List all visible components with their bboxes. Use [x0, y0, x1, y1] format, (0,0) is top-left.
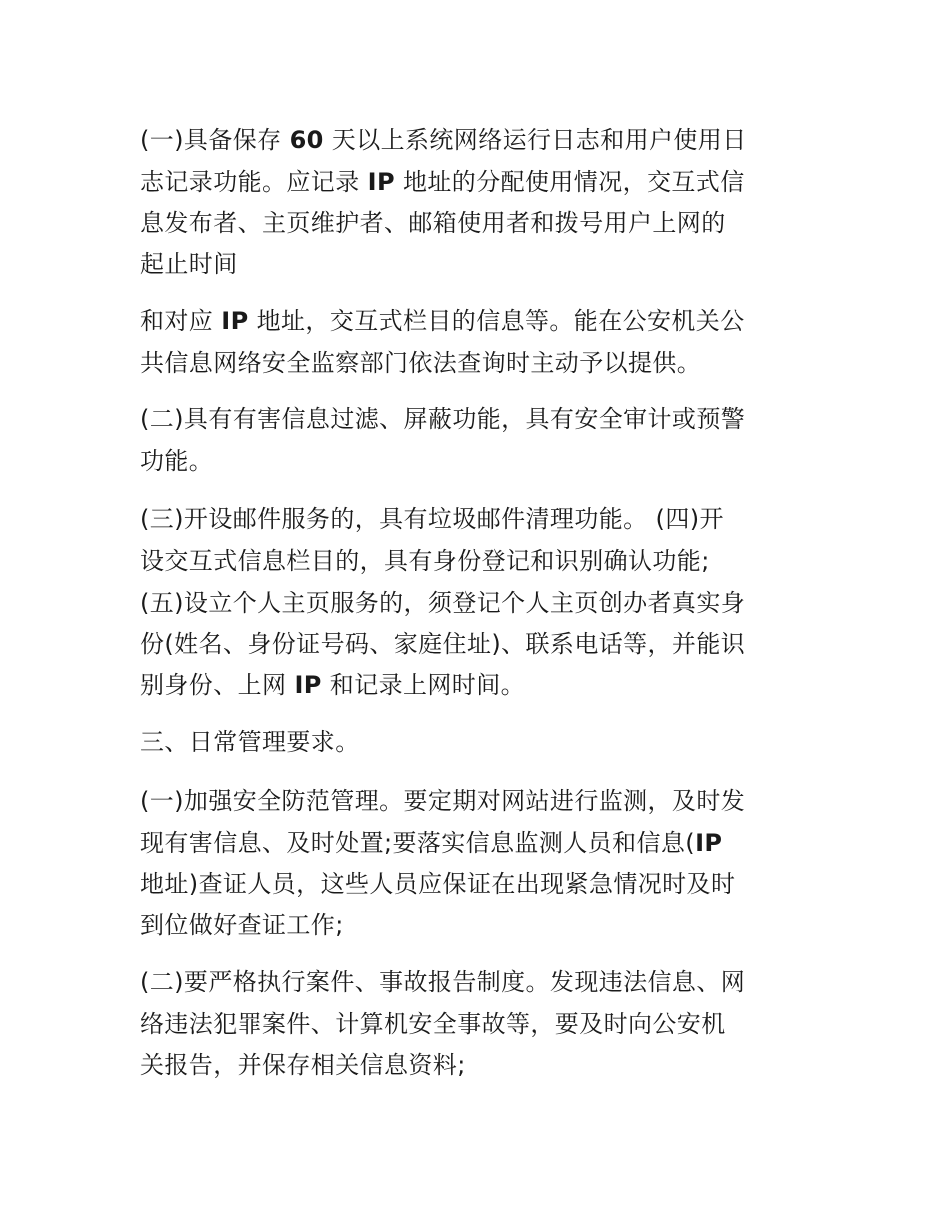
text-line [140, 125, 747, 155]
text-line [140, 910, 344, 940]
text-segment: 关报告，并保存相关信息资料; [140, 1051, 466, 1079]
text-line [140, 504, 724, 534]
text-segment: 现有害信息、及时处置;要落实信息监测人员和信息( [140, 829, 696, 857]
text-segment: 地址的分配使用情况，交互式信 [394, 168, 745, 196]
text-line [140, 869, 735, 899]
text-segment: 三、日常管理要求。 [140, 728, 360, 756]
text-line [140, 828, 722, 858]
text-segment: 起止时间 [140, 250, 238, 278]
text-segment: 共信息网络安全监察部门依法查询时主动予以提供。 [140, 349, 702, 377]
text-segment: (三)开设邮件服务的，具有垃圾邮件清理功能。 (四)开 [140, 505, 724, 533]
text-line [140, 1009, 726, 1039]
text-segment: 络违法犯罪案件、计算机安全事故等，要及时向公安机 [140, 1010, 726, 1038]
text-segment: 和对应 [140, 307, 222, 335]
text-segment: (一)加强安全防范管理。要定期对网站进行监测，及时发 [140, 787, 746, 815]
bold-term: IP [367, 168, 395, 196]
text-line [140, 446, 213, 476]
text-segment: (二)具有有害信息过滤、屏蔽功能，具有安全审计或预警 [140, 405, 746, 433]
text-line [140, 306, 745, 336]
text-line [140, 348, 701, 378]
text-line [140, 546, 710, 576]
text-segment: (二)要严格执行案件、事故报告制度。发现违法信息、网 [140, 968, 746, 996]
text-segment: (一)具备保存 [140, 126, 290, 154]
text-line [140, 967, 745, 997]
text-segment: (五)设立个人主页服务的，须登记个人主页创办者真实身 [140, 589, 746, 617]
text-segment: 地址，交互式栏目的信息等。能在公安机关公 [248, 307, 745, 335]
text-segment: 设交互式信息栏目的，具有身份登记和识别确认功能; [140, 547, 710, 575]
text-segment: 功能。 [140, 447, 214, 475]
text-segment: 天以上系统网络运行日志和用户使用日 [323, 126, 747, 154]
text-line [140, 727, 360, 757]
text-segment: 到位做好查证工作; [140, 911, 344, 939]
text-segment: 别身份、上网 [140, 671, 295, 699]
text-segment: 志记录功能。应记录 [140, 168, 368, 196]
text-line [140, 404, 745, 434]
text-line [140, 588, 745, 618]
text-segment: 息发布者、主页维护者、邮箱使用者和拨号用户上网的 [140, 209, 726, 237]
text-line [140, 629, 745, 659]
text-line [140, 167, 745, 197]
text-segment: 份(姓名、身份证号码、家庭住址)、联系电话等，并能识 [140, 630, 746, 658]
text-line [140, 208, 726, 238]
text-segment: 和记录上网时间。 [321, 671, 525, 699]
text-line [140, 670, 525, 700]
bold-term: IP [695, 829, 723, 857]
text-segment: 地址)查证人员，这些人员应保证在出现紧急情况时及时 [140, 870, 736, 898]
bold-term: 60 [289, 126, 324, 154]
text-line [140, 786, 745, 816]
bold-term: IP [221, 307, 249, 335]
text-line [140, 1050, 466, 1080]
bold-term: IP [294, 671, 322, 699]
text-line [140, 249, 238, 279]
